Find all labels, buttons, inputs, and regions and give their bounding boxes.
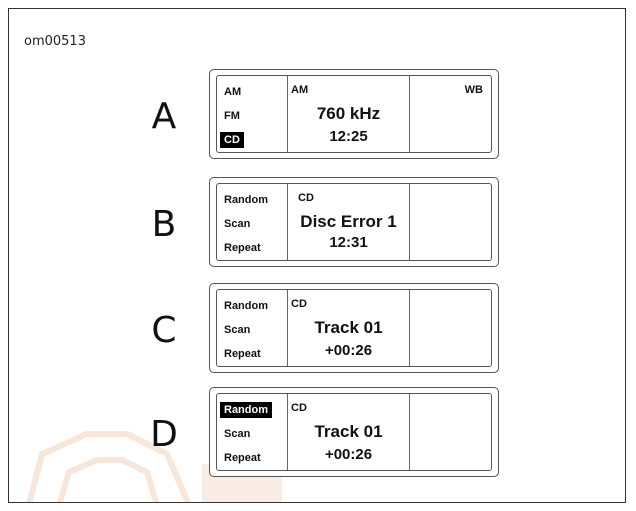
mode-menu (217, 76, 288, 152)
source-label: AM (291, 84, 309, 96)
menu-item-cd[interactable]: CD (220, 132, 244, 148)
panel-letter: D (150, 414, 178, 455)
main-readout (288, 394, 410, 470)
panel-letter: B (151, 204, 177, 245)
track-readout: Track 01 (314, 318, 383, 337)
menu-item-repeat[interactable]: Repeat (224, 452, 261, 464)
radio-display (209, 387, 499, 477)
menu-item-scan[interactable]: Scan (224, 324, 251, 336)
main-readout (288, 76, 410, 152)
source-label: CD (298, 192, 314, 204)
display-screen (216, 183, 492, 261)
figure-id-label: om00513 (24, 34, 86, 49)
source-label: CD (291, 298, 307, 310)
elapsed-time-readout: +00:26 (324, 342, 373, 359)
panel-letter: A (151, 96, 177, 137)
radio-display (209, 177, 499, 267)
menu-item-am[interactable]: AM (224, 86, 242, 98)
cd-options-menu (217, 394, 288, 470)
frequency-readout: 760 kHz (316, 104, 381, 123)
menu-item-repeat[interactable]: Repeat (224, 348, 261, 360)
menu-item-random[interactable]: Random (224, 300, 268, 312)
figure-frame (8, 8, 626, 503)
menu-item-fm[interactable]: FM (224, 110, 240, 122)
weather-band-label: WB (464, 84, 483, 96)
menu-item-random[interactable]: Random (220, 402, 272, 418)
menu-item-scan[interactable]: Scan (224, 428, 251, 440)
error-message: Disc Error 1 (300, 212, 397, 231)
cd-options-menu (217, 184, 288, 260)
display-screen (216, 393, 492, 471)
source-label: CD (291, 402, 307, 414)
display-screen (216, 75, 492, 153)
radio-display (209, 283, 499, 373)
track-readout: Track 01 (314, 422, 383, 441)
main-readout (288, 290, 410, 366)
main-readout (288, 184, 410, 260)
display-screen (216, 289, 492, 367)
cd-options-menu (217, 290, 288, 366)
status-area (410, 394, 491, 470)
status-area (410, 76, 491, 152)
status-area (410, 290, 491, 366)
panel-letter: C (151, 310, 177, 351)
menu-item-random[interactable]: Random (224, 194, 268, 206)
clock-readout: 12:31 (329, 234, 368, 251)
menu-item-scan[interactable]: Scan (224, 218, 251, 230)
clock-readout: 12:25 (329, 128, 368, 145)
status-area (410, 184, 491, 260)
elapsed-time-readout: +00:26 (324, 446, 373, 463)
menu-item-repeat[interactable]: Repeat (224, 242, 261, 254)
radio-display (209, 69, 499, 159)
